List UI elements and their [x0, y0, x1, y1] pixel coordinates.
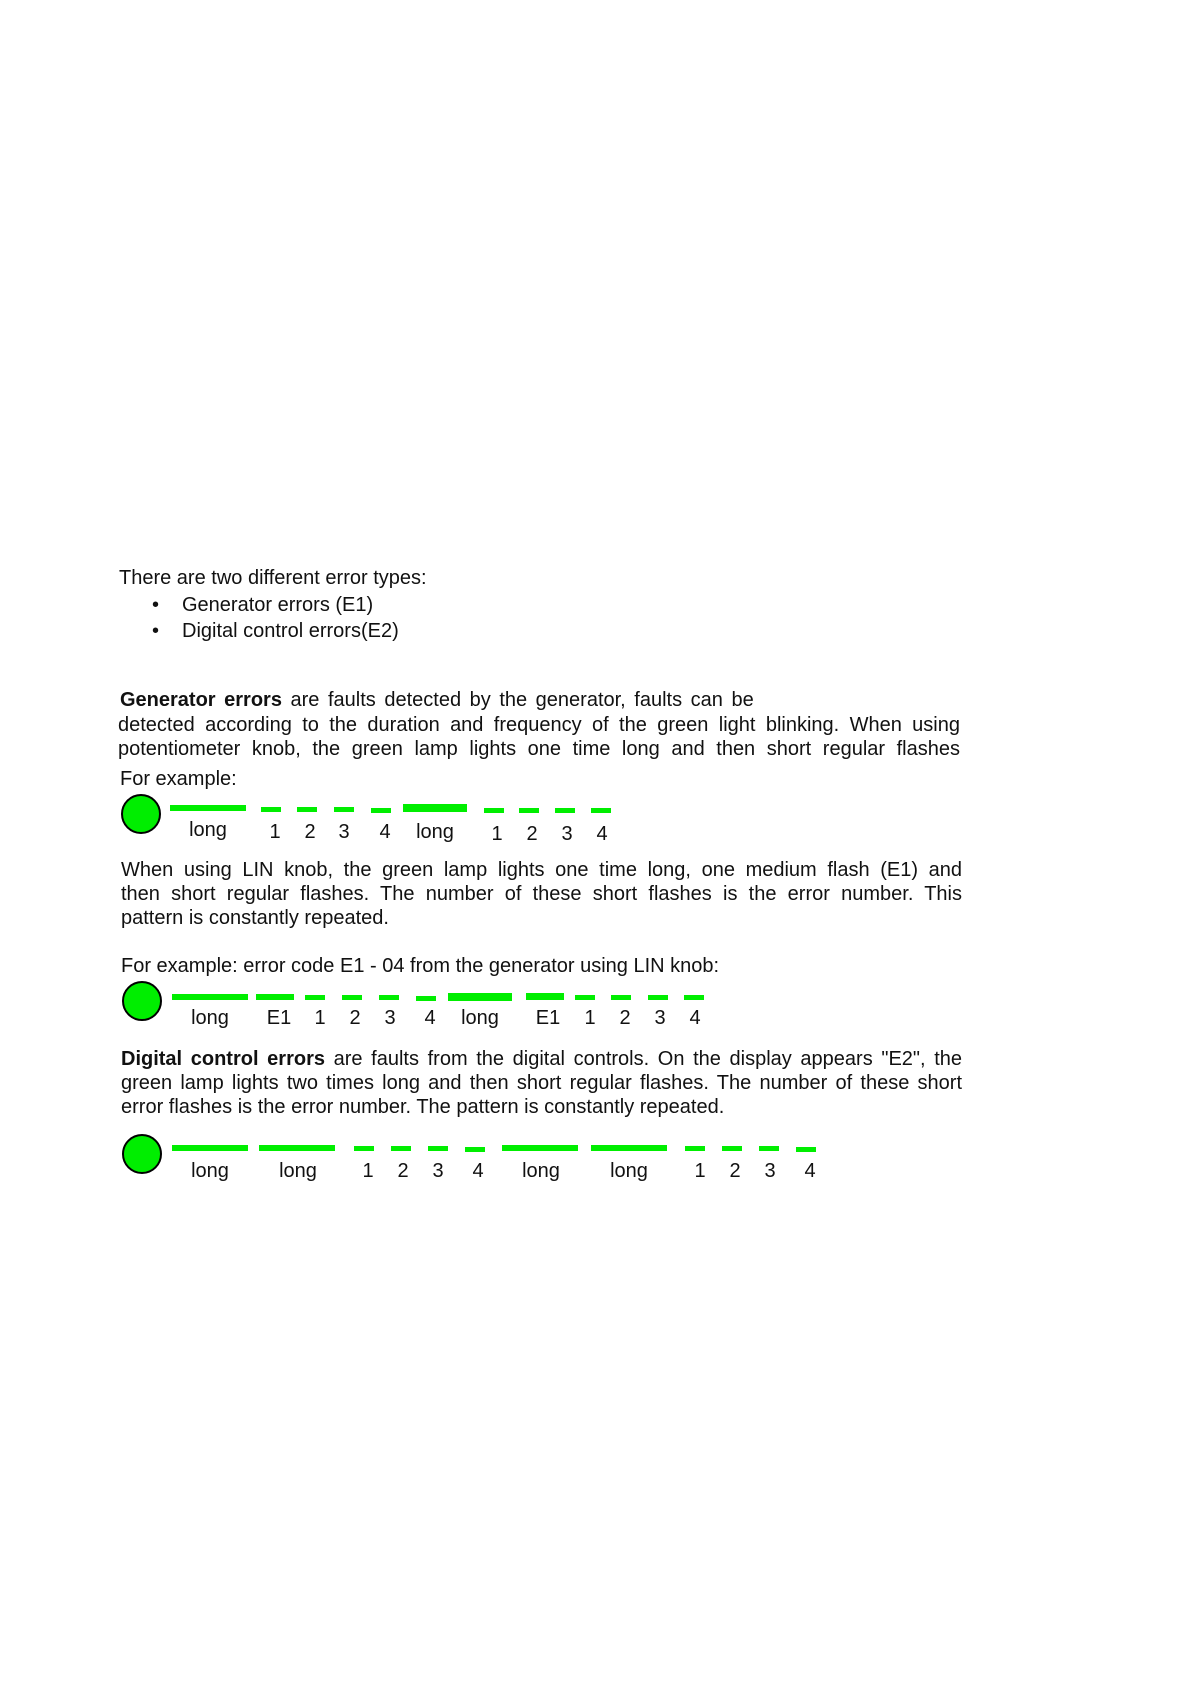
short-flash-bar — [371, 808, 391, 813]
digital-paragraph-line-1 — [121, 1047, 962, 1072]
short-flash-bar — [379, 995, 399, 1000]
short-flash-bar — [519, 808, 539, 813]
lin-example-text: For example: error code E1 - 04 from the generator using LIN knob: — [121, 955, 720, 977]
pattern-label: 2 — [619, 1007, 631, 1029]
short-flash-bar — [342, 995, 362, 1000]
medium-flash-bar — [526, 993, 564, 1000]
short-flash-bar — [428, 1146, 448, 1151]
pattern-label: 1 — [491, 823, 503, 845]
digital-paragraph-line-2: green lamp lights two times long and then short regular flashes. The number of these short — [121, 1072, 962, 1094]
long-flash-bar — [259, 1145, 335, 1151]
green-lamp-icon — [123, 1135, 161, 1173]
long-flash-bar — [502, 1145, 578, 1151]
short-flash-bar — [297, 807, 317, 812]
long-flash-bar — [172, 994, 248, 1000]
pattern-label: long — [189, 819, 227, 841]
pattern-label: long — [522, 1160, 560, 1182]
short-flash-bar — [465, 1147, 485, 1152]
pattern-label: 3 — [432, 1160, 444, 1182]
lin-paragraph-line-2: then short regular flashes. The number of these short flashes is the error number. This — [121, 883, 962, 905]
long-flash-bar — [448, 993, 512, 1001]
green-lamp-icon — [122, 795, 160, 833]
short-flash-bar — [305, 995, 325, 1000]
short-flash-bar — [575, 995, 595, 1000]
pattern-label: long — [191, 1160, 229, 1182]
pattern-label: 2 — [304, 821, 316, 843]
long-flash-bar — [170, 805, 246, 811]
short-flash-bar — [648, 995, 668, 1000]
pattern-label: 3 — [764, 1160, 776, 1182]
pattern-label: 4 — [689, 1007, 701, 1029]
digital-line1-text: are faults from the digital controls. On the display appears "E2", the — [324, 1048, 963, 1070]
pattern-label: E1 — [266, 1007, 292, 1029]
bullet-icon: • — [152, 594, 160, 616]
pattern-label: 1 — [362, 1160, 374, 1182]
short-flash-bar — [334, 807, 354, 812]
pattern-label: 4 — [804, 1160, 816, 1182]
pattern-label: 4 — [596, 823, 608, 845]
short-flash-bar — [611, 995, 631, 1000]
pattern-label: long — [610, 1160, 648, 1182]
short-flash-bar — [261, 807, 281, 812]
list-item — [150, 618, 399, 644]
pattern-label: long — [191, 1007, 229, 1029]
generator-paragraph-line-1 — [120, 688, 754, 712]
medium-flash-bar — [256, 994, 294, 1000]
pattern-label: 2 — [349, 1007, 361, 1029]
short-flash-bar — [484, 808, 504, 813]
pattern-label: 2 — [397, 1160, 409, 1182]
short-flash-bar — [555, 808, 575, 813]
digital-control-errors-term: Digital control errors — [121, 1048, 325, 1070]
pattern-label: long — [416, 821, 454, 843]
bullet-icon: • — [152, 620, 160, 642]
short-flash-bar — [354, 1146, 374, 1151]
pattern-label: 2 — [729, 1160, 741, 1182]
pattern-label: E1 — [535, 1007, 561, 1029]
pattern-label: 4 — [424, 1007, 436, 1029]
generator-for-example: For example: — [120, 768, 237, 790]
list-item-label: Generator errors (E1) — [182, 594, 374, 616]
short-flash-bar — [685, 1146, 705, 1151]
generator-line1-text: are faults detected by the generator, faults can be — [281, 689, 754, 711]
short-flash-bar — [591, 808, 611, 813]
generator-errors-term: Generator errors — [120, 689, 282, 711]
pattern-label: long — [279, 1160, 317, 1182]
pattern-label: 3 — [338, 821, 350, 843]
pattern-label: 1 — [584, 1007, 596, 1029]
pattern-label: 3 — [561, 823, 573, 845]
pattern-label: 1 — [694, 1160, 706, 1182]
green-lamp-icon — [123, 982, 161, 1020]
pattern-label: 1 — [314, 1007, 326, 1029]
lin-paragraph-line-3: pattern is constantly repeated. — [121, 907, 389, 929]
digital-paragraph-line-3: error flashes is the error number. The pattern is constantly repeated. — [121, 1096, 725, 1118]
long-flash-bar — [591, 1145, 667, 1151]
generator-paragraph-line-2: detected according to the duration and frequency of the green light blinking. When using — [118, 714, 960, 736]
short-flash-bar — [391, 1146, 411, 1151]
pattern-label: 4 — [472, 1160, 484, 1182]
generator-paragraph-line-3: potentiometer knob, the green lamp lights one time long and then short regular flashes — [118, 738, 960, 760]
long-flash-bar — [172, 1145, 248, 1151]
short-flash-bar — [416, 996, 436, 1001]
pattern-label: 3 — [384, 1007, 396, 1029]
list-item — [150, 592, 399, 618]
list-item-label: Digital control errors(E2) — [182, 620, 399, 642]
pattern-label: 3 — [654, 1007, 666, 1029]
pattern-label: 4 — [379, 821, 391, 843]
short-flash-bar — [684, 995, 704, 1000]
short-flash-bar — [759, 1146, 779, 1151]
error-types-list — [150, 592, 399, 644]
short-flash-bar — [796, 1147, 816, 1152]
pattern-label: long — [461, 1007, 499, 1029]
short-flash-bar — [722, 1146, 742, 1151]
long-flash-bar — [403, 804, 467, 812]
pattern-label: 1 — [269, 821, 281, 843]
intro-text: There are two different error types: — [119, 567, 427, 589]
pattern-label: 2 — [526, 823, 538, 845]
lin-paragraph-line-1: When using LIN knob, the green lamp lights one time long, one medium flash (E1) and — [121, 859, 962, 881]
